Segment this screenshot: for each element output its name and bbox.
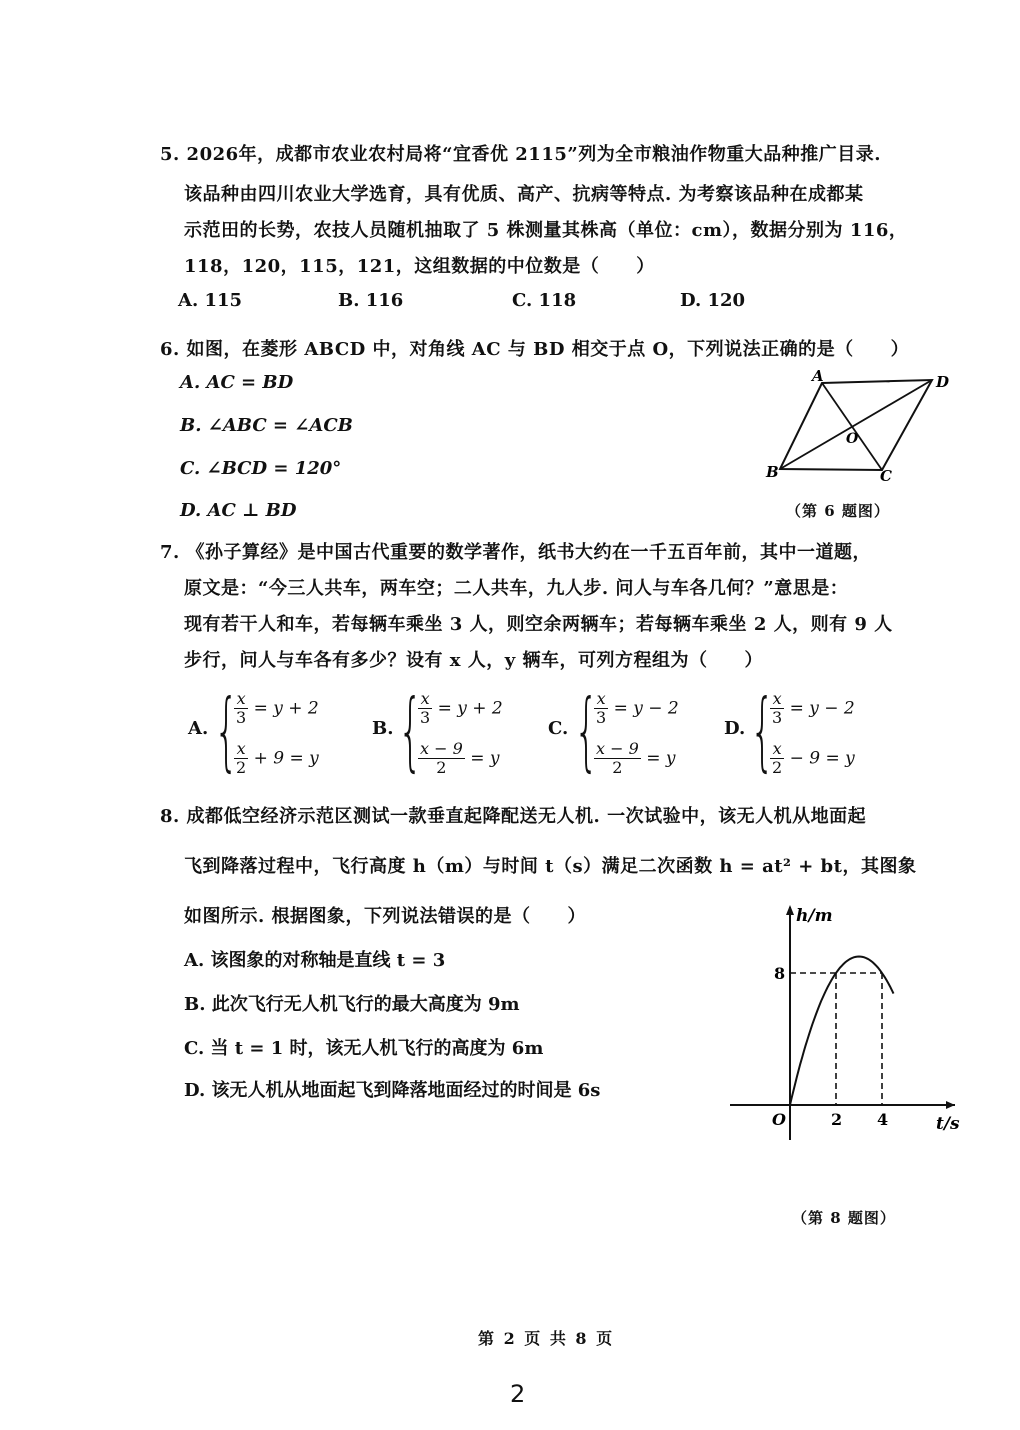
q5-line-3: 示范田的长势，农技人员随机抽取了 5 株测量其株高（单位：cm），数据分别为 116， (184, 220, 908, 241)
q8-caption: （第 8 题图） (792, 1209, 896, 1227)
q5-option-a: A. 115 (178, 290, 243, 311)
fraction-denominator: 3 (420, 708, 431, 727)
q5-line-4: 118，120，115，121，这组数据的中位数是（ ） (184, 256, 655, 277)
page-number: 2 (510, 1380, 526, 1408)
quadratic-graph (720, 895, 970, 1145)
x-tick-label: 4 (877, 1110, 889, 1129)
q7-option-a (188, 681, 338, 785)
q7-option-b (372, 681, 522, 785)
q7-line-2: 原文是：“今三人共车，两车空；二人共车，九人步. 问人与车各几何？”意思是： (184, 578, 849, 599)
label-d: D (936, 373, 950, 391)
equation-rhs: = y (646, 748, 676, 769)
q7-option-b-label: B. (372, 718, 394, 739)
q5-option-d: D. 120 (680, 290, 746, 311)
label-a: A (812, 367, 824, 385)
rhombus-figure (760, 365, 960, 490)
q7-option-d-label: D. (724, 718, 746, 739)
q8-option-d: D. 该无人机从地面起飞到降落地面经过的时间是 6s (184, 1080, 601, 1101)
y-axis-arrow-icon (786, 905, 794, 915)
q7-line-4: 步行，问人与车各有多少？设有 x 人，y 辆车，可列方程组为（ ） (184, 650, 763, 671)
q6-option-b: B. ∠ABC = ∠ACB (180, 415, 353, 436)
fraction-denominator: 3 (596, 708, 607, 727)
equation-rhs: = y − 2 (789, 698, 855, 719)
parabola-curve (790, 957, 894, 1106)
q6-option-a: A. AC = BD (180, 372, 294, 393)
q7-a-equation-1 (234, 690, 319, 727)
equation-rhs: = y (470, 748, 500, 769)
q7-option-c (548, 681, 698, 785)
equation-rhs: + 9 = y (253, 748, 319, 769)
q6-stem: 6. 如图，在菱形 ABCD 中，对角线 AC 与 BD 相交于点 O，下列说法正确的是（ ） (160, 339, 910, 360)
fraction-numerator: x (770, 740, 784, 759)
q8-option-b: B. 此次飞行无人机飞行的最大高度为 9m (184, 994, 520, 1015)
fraction-denominator: 2 (612, 758, 623, 777)
q7-d-equation-1 (770, 690, 855, 727)
fraction-numerator: x (234, 740, 248, 759)
q6-caption: （第 6 题图） (786, 502, 890, 520)
y-axis-label: h/m (796, 906, 833, 926)
fraction-numerator: x − 9 (596, 739, 639, 758)
brace-icon: { (574, 681, 599, 781)
label-o: O (846, 431, 859, 447)
x-axis-arrow-icon (946, 1101, 955, 1109)
q7-c-equation-1 (594, 690, 679, 727)
q7-option-d (724, 681, 874, 785)
q7-b-equation-1 (418, 690, 503, 727)
label-b: B (766, 463, 779, 481)
q8-option-a: A. 该图象的对称轴是直线 t = 3 (184, 950, 446, 971)
origin-label: O (772, 1110, 786, 1129)
q8-line-2: 飞到降落过程中，飞行高度 h（m）与时间 t（s）满足二次函数 h = at² + bt，其图象 (184, 856, 917, 877)
q8-line-1: 8. 成都低空经济示范区测试一款垂直起降配送无人机. 一次试验中，该无人机从地面起 (160, 806, 867, 827)
equation-rhs: = y + 2 (253, 698, 319, 719)
q8-line-3: 如图所示. 根据图象，下列说法错误的是（ ） (184, 906, 587, 927)
x-tick-label: 2 (831, 1110, 843, 1129)
y-tick-label: 8 (774, 964, 786, 983)
fraction-denominator: 3 (236, 708, 247, 727)
fraction-denominator: 2 (236, 758, 247, 777)
q7-c-equation-2 (594, 740, 675, 777)
brace-icon: { (214, 681, 239, 781)
q5-option-b: B. 116 (338, 290, 404, 311)
q7-option-a-label: A. (188, 718, 209, 739)
fraction-denominator: 2 (436, 758, 447, 777)
brace-icon: { (750, 681, 775, 781)
fraction-numerator: x − 9 (420, 739, 463, 758)
equation-rhs: = y + 2 (437, 698, 503, 719)
fraction-denominator: 3 (772, 708, 783, 727)
q5-line-1: 5. 2026年，成都市农业农村局将“宜香优 2115”列为全市粮油作物重大品种推广目录. (160, 144, 881, 165)
q6-option-d: D. AC ⊥ BD (180, 500, 297, 521)
q7-b-equation-2 (418, 740, 499, 777)
q8-option-c: C. 当 t = 1 时，该无人机飞行的高度为 6m (184, 1038, 544, 1059)
equation-rhs: − 9 = y (789, 748, 855, 769)
brace-icon: { (398, 681, 423, 781)
equation-rhs: = y − 2 (613, 698, 679, 719)
q7-line-1: 7. 《孙子算经》是中国古代重要的数学著作，纸书大约在一千五百年前，其中一道题， (160, 542, 872, 563)
x-axis-label: t/s (936, 1114, 960, 1134)
q6-option-c: C. ∠BCD = 120° (180, 458, 342, 479)
q7-a-equation-2 (234, 740, 319, 777)
graph-marks (774, 957, 894, 1130)
fraction-numerator: x (418, 690, 432, 709)
q5-line-2: 该品种由四川农业大学选育，具有优质、高产、抗病等特点. 为考察该品种在成都某 (184, 184, 864, 205)
fraction-numerator: x (594, 690, 608, 709)
page-footer: 第 2 页 共 8 页 (478, 1329, 615, 1348)
q7-option-c-label: C. (548, 718, 569, 739)
q7-line-3: 现有若干人和车，若每辆车乘坐 3 人，则空余两辆车；若每辆车乘坐 2 人，则有 9 人 (184, 614, 893, 635)
q5-option-c: C. 118 (512, 290, 577, 311)
fraction-denominator: 2 (772, 758, 783, 777)
q7-d-equation-2 (770, 740, 855, 777)
fraction-numerator: x (234, 690, 248, 709)
fraction-numerator: x (770, 690, 784, 709)
label-c: C (880, 467, 892, 485)
